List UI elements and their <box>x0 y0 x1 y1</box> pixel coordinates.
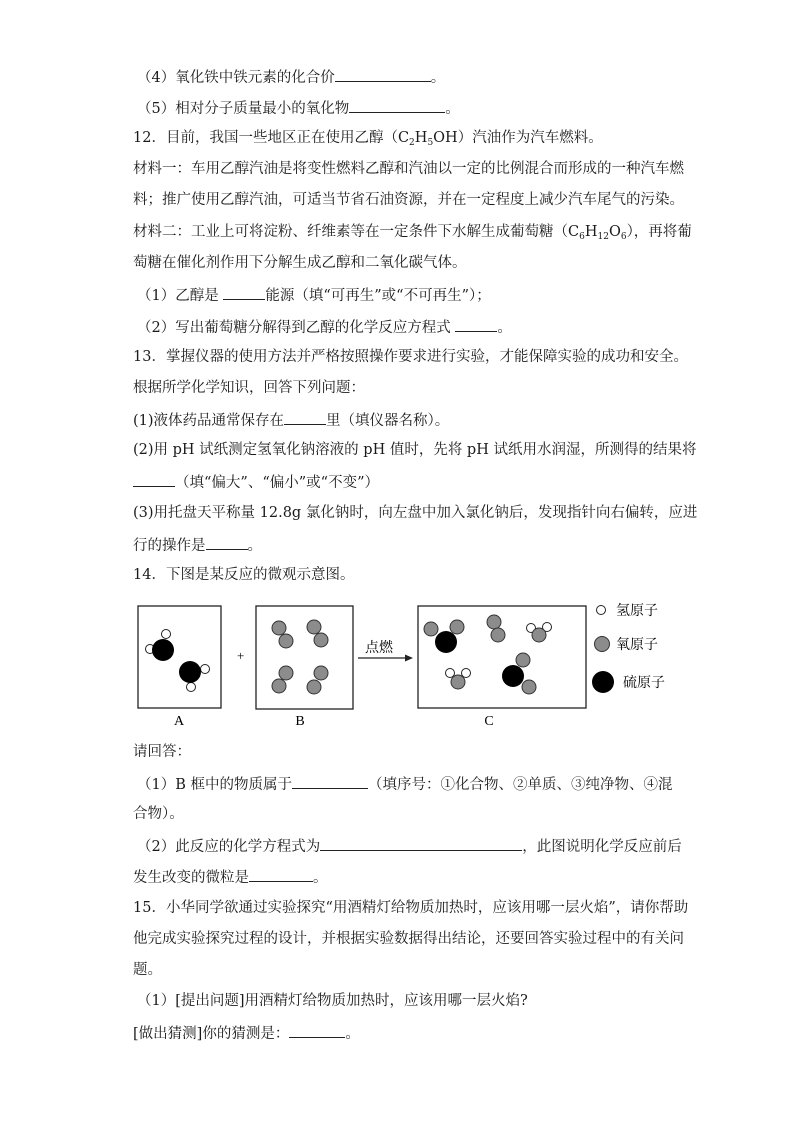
q13-part1: (1)液体药品通常保存在 里（填仪器名称）。 <box>133 409 449 431</box>
o2-molecule <box>307 620 328 647</box>
box-label-b: B <box>295 714 305 729</box>
answer-blank[interactable] <box>335 66 431 82</box>
q15-stem-line1: 15．小华同学欲通过实验探究“用酒精灯给物质加热时，应该用哪一层火焰”，请你帮助 <box>133 900 689 916</box>
answer-blank[interactable] <box>349 97 445 113</box>
q14-part2-line1: （2）此反应的化学方程式为 ，此图说明化学反应前后 <box>137 835 682 857</box>
arrow-condition-label: 点燃 <box>365 640 393 656</box>
q13-part3-line1: (3)用托盘天平称量 12.8g 氯化钠时，向左盘中加入氯化钠后，发现指针向右偏转，应进 <box>133 505 698 521</box>
q12-material1-line2: 料；推广使用乙醇汽油，可适当节省石油资源，并在一定程度上减少汽车尾气的污染。 <box>133 192 684 208</box>
box-a <box>138 606 221 708</box>
plus-sign: + <box>237 648 245 663</box>
q12-part2: （2）写出葡萄糖分解得到乙醇的化学反应方程式 。 <box>137 316 512 338</box>
hydrogen-atom-swatch <box>597 606 606 615</box>
q13-stem-line2: 根据所学化学知识，回答下列问题： <box>133 380 365 396</box>
answer-blank[interactable] <box>284 409 326 425</box>
q13-part3-line2: 行的操作是 。 <box>133 534 262 556</box>
q15-stem-line2: 他完成实验探究过程的设计，并根据实验数据得出结论，还要回答实验过程中的有关问 <box>133 931 684 947</box>
legend-oxygen: 氧原子 <box>616 637 658 653</box>
q14-answer-prompt: 请回答： <box>133 744 191 760</box>
o2-molecule <box>487 615 505 642</box>
answer-blank[interactable] <box>320 835 522 851</box>
so2-molecule <box>502 653 536 694</box>
q15-guess: [做出猜测]你的猜测是： 。 <box>133 1022 360 1044</box>
legend-hydrogen: 氢原子 <box>616 603 658 619</box>
q14-part1-line2: 合物）。 <box>133 806 184 822</box>
q15-stem-line3: 题。 <box>133 962 162 978</box>
answer-blank[interactable] <box>292 773 368 789</box>
q14-stem: 14．下图是某反应的微观示意图。 <box>133 567 355 583</box>
q14-part2-line2: 发生改变的微粒是 。 <box>133 866 328 888</box>
h2o-molecule <box>446 669 471 690</box>
q11-part5: （5）相对分子质量最小的氧化物 。 <box>137 97 460 119</box>
q11-part4-text: （4）氧化铁中铁元素的化合价 <box>137 70 335 86</box>
box-label-a: A <box>173 714 185 729</box>
h2o-molecule <box>527 623 552 643</box>
answer-blank[interactable] <box>249 866 313 882</box>
q13-stem-line1: 13．掌握仪器的使用方法并严格按照操作要求进行实验，才能保障实验的成功和安全。 <box>133 349 688 365</box>
o2-molecule <box>307 666 328 694</box>
q12-material2-line1: 材料二：工业上可将淀粉、纤维素等在一定条件下水解生成葡萄糖$(C_6H_{12}O_6)$，再将葡 <box>133 224 692 242</box>
o2-molecule <box>272 666 293 693</box>
box-label-c: C <box>484 714 494 729</box>
answer-blank[interactable] <box>455 316 497 332</box>
h2s-molecule <box>179 661 210 692</box>
answer-blank[interactable] <box>206 534 248 550</box>
q14-part1-line1: （1）B 框中的物质属于 （填序号：①化合物、②单质、③纯净物、④混 <box>137 773 673 795</box>
box-c <box>418 606 586 708</box>
legend-sulfur: 硫原子 <box>623 675 665 691</box>
o2-molecule <box>272 621 293 648</box>
reaction-micro-diagram <box>130 596 680 734</box>
answer-blank[interactable] <box>223 284 265 300</box>
q12-stem: 12．目前，我国一些地区正在使用乙醇$(C_2H_5OH)$汽油作为汽车燃料。 <box>133 130 603 148</box>
q13-part2-line2: （填“偏大”、“偏小”或“不变”） <box>133 471 379 493</box>
answer-blank[interactable] <box>289 1022 345 1038</box>
q15-part1: （1）[提出问题]用酒精灯给物质加热时，应该用哪一层火焰? <box>137 993 528 1009</box>
legend <box>592 603 665 693</box>
q12-part1: （1）乙醇是 能源（填“可再生”或“不可再生”）； <box>137 284 491 306</box>
oxygen-atom-swatch <box>595 637 610 652</box>
sulfur-atom-swatch <box>592 671 614 693</box>
q11-part4: （4）氧化铁中铁元素的化合价 。 <box>137 66 445 88</box>
q13-part2-line1: (2)用 pH 试纸测定氢氧化钠溶液的 pH 值时，先将 pH 试纸用水润湿，所测得的结果将 <box>133 442 697 458</box>
box-b <box>256 606 353 709</box>
q11-part5-text: （5）相对分子质量最小的氧化物 <box>137 101 350 117</box>
answer-blank[interactable] <box>133 471 175 487</box>
q12-material2-line2: 萄糖在催化剂作用下分解生成乙醇和二氧化碳气体。 <box>133 255 467 271</box>
so2-molecule <box>424 620 464 653</box>
h2s-molecule <box>146 630 175 662</box>
q12-material1-line1: 材料一：车用乙醇汽油是将变性燃料乙醇和汽油以一定的比例混合而形成的一种汽车燃 <box>133 161 684 177</box>
